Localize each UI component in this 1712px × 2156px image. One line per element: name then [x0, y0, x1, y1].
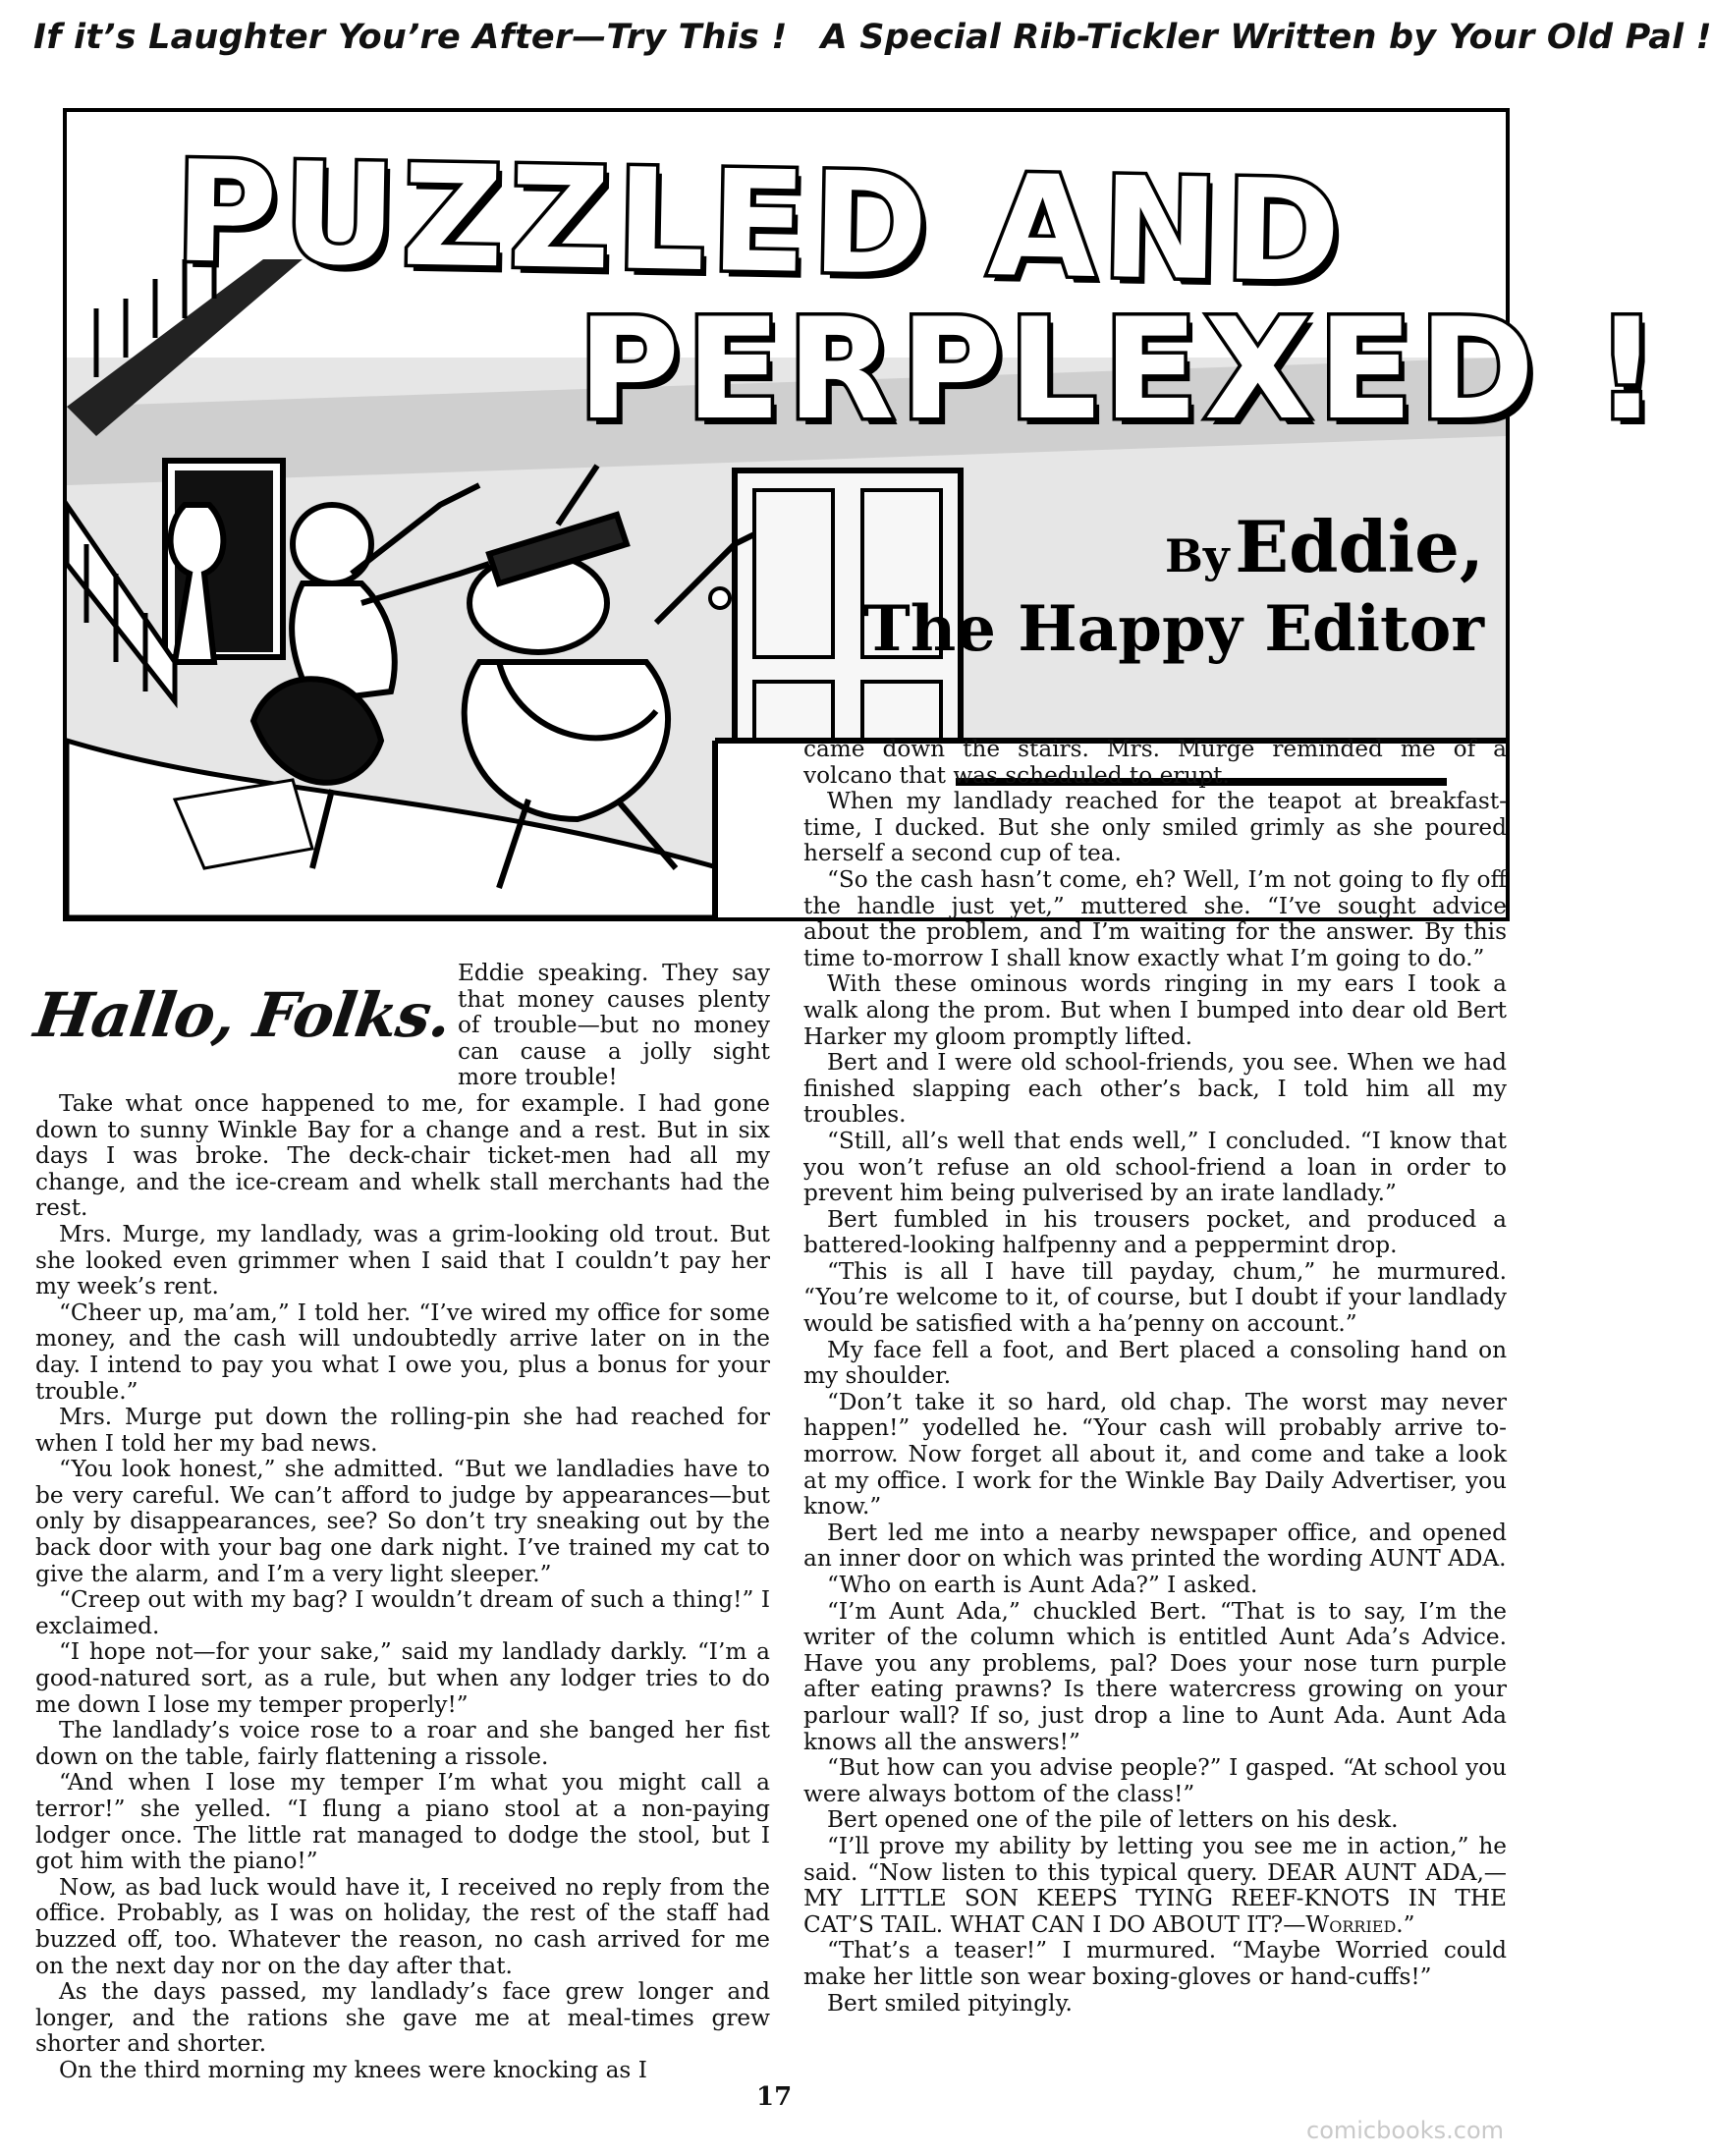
- story-paragraph: Bert smiled pityingly.: [827, 1989, 1073, 2017]
- story-paragraph: Bert opened one of the pile of letters on his desk.: [827, 1806, 1399, 1834]
- story-paragraph: “Cheer up, ma’am,” I told her. “I’ve wired my office for some money, and the cash will undoubtedly arrive later on in the day. I intend to pay you what I owe you, plus a bonus for your trouble.”: [35, 1299, 770, 1405]
- story-paragraph: “That’s a teaser!” I murmured. “Maybe Worried could make her little son wear boxing-gloves or hand-cuffs!”: [803, 1937, 1507, 1990]
- story-paragraph: “You look honest,” she admitted. “But we landladies have to be very careful. We can’t afford to judge by appearances—but only by disappearances, see? So don’t try sneaking out by the back door with your bag one dark night. I’ve trained my cat to give the alarm, and I’m a very light sleeper.”: [35, 1456, 770, 1587]
- story-paragraph: came down the stairs. Mrs. Murge reminded me of a volcano that was scheduled to erupt.: [803, 736, 1507, 789]
- byline-by: By: [1165, 529, 1230, 582]
- story-paragraph: “Creep out with my bag? I wouldn’t dream of such a thing!” I exclaimed.: [35, 1586, 770, 1639]
- story-paragraph: Bert fumbled in his trousers pocket, and produced a battered-looking halfpenny and a peppermint drop.: [803, 1205, 1507, 1259]
- story-paragraph: “Who on earth is Aunt Ada?” I asked.: [827, 1572, 1258, 1598]
- letter-quote: “I’ll prove my ability by letting you see me in action,” he said. “Now listen to this typical query. DEAR AUNT ADA,—MY LITTLE SON KEEPS TYING REEF-KNOTS IN THE CAT’S TAIL. WHAT CAN I DO ABOUT IT?—: [803, 1832, 1507, 1938]
- story-paragraph: With these ominous words ringing in my ears I took a walk along the prom. But when I bumped into dear old Bert Harker my gloom promptly lifted.: [803, 970, 1507, 1050]
- header-tagline-left: If it’s Laughter You’re After—Try This !: [33, 18, 788, 57]
- story-paragraph: [803, 1834, 1507, 1938]
- story-paragraph: “Don’t take it so hard, old chap. The worst may never happen!” yodelled he. “Your cash will probably arrive to-morrow. Now forget all about it, and come and take a look at my office. I work for the Winkle Bay Daily Advertiser, you know.”: [803, 1388, 1507, 1520]
- page-header: [33, 18, 1712, 57]
- story-paragraph: Mrs. Murge, my landlady, was a grim-looking old trout. But she looked even grimmer when I said that I couldn’t pay her my week’s rent.: [35, 1220, 770, 1300]
- story-paragraph: Mrs. Murge put down the rolling-pin she had reached for when I told her my bad news.: [35, 1404, 770, 1457]
- page-number: 17: [756, 2082, 793, 2112]
- story-paragraph: My face fell a foot, and Bert placed a consoling hand on my shoulder.: [803, 1336, 1507, 1390]
- story-paragraph: “I’m Aunt Ada,” chuckled Bert. “That is to say, I’m the writer of the column which is entitled Aunt Ada’s Advice. Have you any problems, pal? Does your nose turn purple after eating prawns? Is there watercress growing on your parlour wall? If so, just drop a line to Aunt Ada. Aunt Ada knows all the answers!”: [803, 1597, 1507, 1755]
- story-title-line-1: PUZZLED AND: [173, 131, 1349, 314]
- story-paragraph: Eddie speaking. They say that money causes plenty of trouble—but no money can cause a jolly sight more trouble!: [458, 960, 770, 1091]
- story-paragraph: “I hope not—for your sake,” said my landlady darkly. “I’m a good-natured sort, as a rule, but when any lodger tries to do me down I lose my temper properly!”: [35, 1638, 770, 1718]
- story-paragraph: “This is all I have till payday, chum,” he murmured. “You’re welcome to it, of course, but I doubt if your landlady would be satisfied with a ha’penny on account.”: [803, 1257, 1507, 1338]
- header-tagline-right: A Special Rib-Tickler Written by Your Old Pal !: [820, 18, 1712, 57]
- story-paragraph: “Still, all’s well that ends well,” I concluded. “I know that you won’t refuse an old school-friend a loan in order to prevent him being pulverised by an irate landlady.”: [803, 1127, 1507, 1207]
- story-paragraph: Now, as bad luck would have it, I received no reply from the office. Probably, as I was on holiday, the rest of the staff had buzzed off, too. Whatever the reason, no cash arrived for me on the next day nor on the day after that.: [35, 1873, 770, 1979]
- story-column-left: [29, 960, 770, 2084]
- story-paragraph: The landlady’s voice rose to a roar and she banged her fist down on the table, fairly flattening a rissole.: [35, 1717, 770, 1770]
- story-paragraph: Bert led me into a nearby newspaper office, and opened an inner door on which was printed the wording AUNT ADA.: [803, 1519, 1507, 1573]
- story-paragraph: As the days passed, my landlady’s face grew longer and longer, and the rations she gave me at meal-times grew shorter and shorter.: [35, 1978, 770, 2058]
- story-paragraph: “So the cash hasn’t come, eh? Well, I’m not going to fly off the handle just yet,” muttered she. “I’ve sought advice about the problem, and I’m waiting for the answer. By this time to-morrow I shall know exactly what I’m going to do.”: [803, 865, 1507, 971]
- author-byline: [863, 505, 1484, 666]
- story-column-right: [803, 737, 1507, 2017]
- story-paragraph: On the third morning my knees were knocking as I: [59, 2056, 647, 2083]
- byline-author-role: The Happy Editor: [863, 592, 1484, 666]
- story-paragraph: Bert and I were old school-friends, you see. When we had finished slapping each other’s back, I told him all my troubles.: [803, 1049, 1507, 1129]
- story-paragraph: “But how can you advise people?” I gasped. “At school you were always bottom of the class!”: [803, 1754, 1507, 1807]
- story-paragraph: When my landlady reached for the teapot at breakfast-time, I ducked. But she only smiled grimly as she poured herself a second cup of tea.: [803, 788, 1507, 867]
- story-paragraph: “And when I lose my temper I’m what you might call a terror!” she yelled. “I flung a piano stool at a non-paying lodger once. The little rat managed to dodge the stool, but I got him with the piano!”: [35, 1769, 770, 1875]
- letter-signoff: Worried.: [1305, 1910, 1404, 1938]
- story-greeting: Hallo, Folks.: [29, 979, 456, 1051]
- story-title-line-2: PERPLEXED !: [578, 289, 1665, 451]
- letter-close-quote: ”: [1403, 1910, 1415, 1938]
- story-paragraph: Take what once happened to me, for example. I had gone down to sunny Winkle Bay for a change and a rest. But in six days I was broke. The deck-chair ticket-men had all my change, and the ice-cream and whelk stall merchants had the rest.: [35, 1089, 770, 1222]
- byline-author-name: Eddie,: [1235, 505, 1484, 588]
- site-watermark: comicbooks.com: [1306, 2117, 1505, 2144]
